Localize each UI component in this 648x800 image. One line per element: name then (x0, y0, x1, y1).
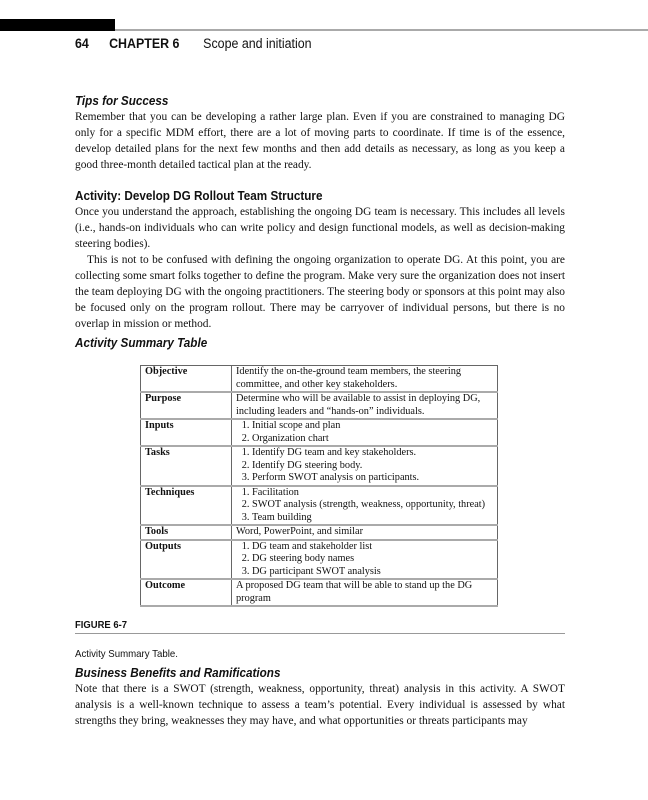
chapter-title: Scope and initiation (203, 36, 312, 51)
list-item: 2. Identify DG steering body. (252, 460, 493, 473)
list-item: 2. Organization chart (252, 433, 493, 446)
summary-heading: Activity Summary Table (75, 335, 208, 350)
row-key: Objective (141, 366, 232, 393)
row-key: Outcome (141, 579, 232, 606)
row-key: Tasks (141, 446, 232, 486)
list-item: 3. Perform SWOT analysis on participants. (252, 472, 493, 485)
list-item: 3. Team building (252, 512, 493, 525)
row-value: Word, PowerPoint, and similar (232, 525, 498, 540)
row-key: Techniques (141, 486, 232, 526)
paragraph: Note that there is a SWOT (strength, weakness, opportunity, threat) analysis in this activity. A SWOT analysis is a well-known technique to assess a team’s potential. Every individual is assessed by what strengths they bring, weaknesses they may have, and what opportunities or threats participants may (75, 683, 565, 727)
paragraph: This is not to be confused with defining the ongoing organization to operate DG. At this point, you are collecting some smart folks together to define the program. Make very sure the organization does not insert the team deploying DG with the ongoing practitioners. The steering body or sponsors at this point may also be focused only on the program rollout. There may be carryover of individual persons, but there is no overlap in mission or method. (75, 254, 565, 330)
page-number: 64 (75, 36, 89, 51)
header-rule (115, 29, 648, 31)
chapter-label: CHAPTER 6 (109, 36, 180, 51)
figure-rule (75, 633, 565, 634)
table-row (141, 579, 498, 606)
figure-caption: Activity Summary Table. (75, 648, 178, 660)
item-list (236, 420, 493, 445)
list-item: 3. DG participant SWOT analysis (252, 566, 493, 579)
list-item: 1. Identify DG team and key stakeholders. (252, 447, 493, 460)
table-row (141, 540, 498, 580)
header-bar (0, 19, 115, 31)
row-value (232, 419, 498, 446)
benefits-heading: Business Benefits and Ramifications (75, 665, 281, 680)
row-value (232, 486, 498, 526)
row-value: A proposed DG team that will be able to stand up the DG program (232, 579, 498, 606)
row-key: Purpose (141, 392, 232, 419)
table-row (141, 525, 498, 540)
list-item: 2. SWOT analysis (strength, weakness, opportunity, threat) (252, 499, 493, 512)
table-row (141, 486, 498, 526)
row-value: Determine who will be available to assist in deploying DG, including leaders and “hands-on” individuals. (232, 392, 498, 419)
row-value: Identify the on-the-ground team members, the steering committee, and other key stakeholders. (232, 366, 498, 393)
table-row (141, 366, 498, 393)
row-key: Outputs (141, 540, 232, 580)
activity-summary-table (140, 365, 498, 607)
activity-body (75, 204, 565, 332)
paragraph: Once you understand the approach, establishing the ongoing DG team is necessary. This includes all levels (i.e., hands-on individuals who can write policy and design functional models, as well as decision-making steering bodies). (75, 206, 565, 250)
benefits-paragraph (75, 681, 565, 729)
table-row (141, 446, 498, 486)
paragraph: Remember that you can be developing a rather large plan. Even if you are constrained to managing DG only for a specific MDM effort, there are a lot of moving parts to coordinate. If time is of the essence, develop detailed plans for the next few months and then add details as necessary, as long as you keep a good three-month detailed tactical plan at the ready. (75, 111, 565, 171)
list-item: 2. DG steering body names (252, 553, 493, 566)
row-key: Tools (141, 525, 232, 540)
list-item: 1. Facilitation (252, 487, 493, 500)
item-list (236, 447, 493, 485)
row-value (232, 540, 498, 580)
table-row (141, 419, 498, 446)
activity-heading: Activity: Develop DG Rollout Team Structure (75, 188, 323, 203)
running-header (75, 36, 312, 51)
row-value (232, 446, 498, 486)
table-row (141, 392, 498, 419)
row-key: Inputs (141, 419, 232, 446)
list-item: 1. Initial scope and plan (252, 420, 493, 433)
item-list (236, 487, 493, 525)
item-list (236, 541, 493, 579)
tips-heading: Tips for Success (75, 93, 169, 108)
figure-label: FIGURE 6-7 (75, 619, 127, 631)
tips-paragraph (75, 109, 565, 173)
list-item: 1. DG team and stakeholder list (252, 541, 493, 554)
